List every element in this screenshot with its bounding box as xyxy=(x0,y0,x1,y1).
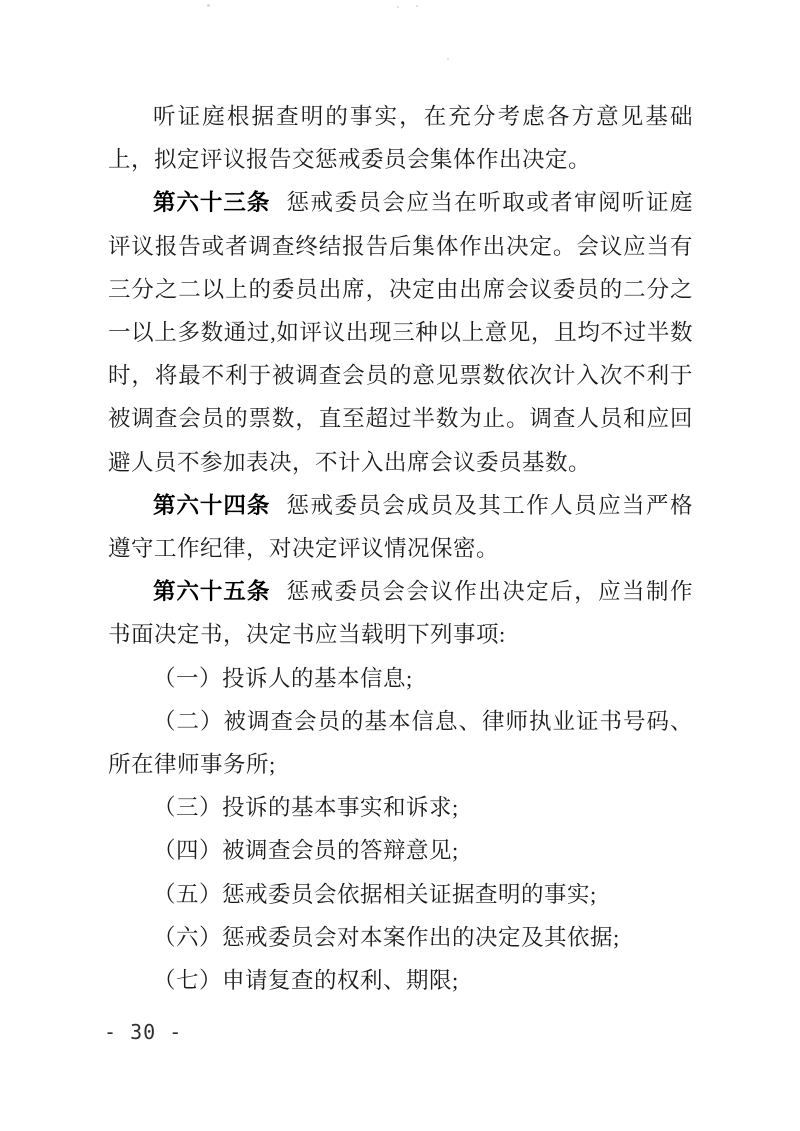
article-paragraph-64 xyxy=(108,484,693,570)
list-item-4: （四）被调查会员的答辩意见; xyxy=(153,838,459,864)
article-65-body: 惩戒委员会会议作出决定后，应当制作书面决定书，决定书应当载明下列事项: xyxy=(108,579,693,648)
list-item-3: （三）投诉的基本事实和诉求; xyxy=(153,795,459,821)
page-number: - 30 - xyxy=(104,1020,183,1044)
list-item-6: （六）惩戒委员会对本案作出的决定及其依据; xyxy=(153,924,620,950)
scan-speckle xyxy=(416,5,418,7)
article-paragraph-65 xyxy=(108,570,693,656)
article-63-body: 惩戒委员会应当在听取或者审阅听证庭评议报告或者调查终结报告后集体作出决定。会议应当有三分之二以上的委员出席，决定由出席会议委员的二分之一以上多数通过,如评议出现三种以上意见，且均不过半数时，将最不利于被调查会员的意见票数依次计入次不利于被调查会员的票数，直至超过半数为止。调查人员和应回避人员不参加表决，不计入出席会议委员基数。 xyxy=(108,190,693,475)
article-65-heading: 第六十五条 xyxy=(153,579,271,605)
article-64-heading: 第六十四条 xyxy=(153,492,271,518)
scan-speckle xyxy=(397,6,399,8)
article-paragraph-63 xyxy=(108,181,693,483)
article-64-body: 惩戒委员会成员及其工作人员应当严格遵守工作纪律，对决定评议情况保密。 xyxy=(108,492,693,562)
scan-speckle xyxy=(447,58,449,60)
article-63-heading: 第六十三条 xyxy=(153,190,271,216)
scan-speckle xyxy=(207,4,210,7)
list-item-1: （一）投诉人的基本信息; xyxy=(153,665,413,691)
list-item-7: （七）申请复查的权利、期限; xyxy=(153,968,459,994)
paragraph-intro: 听证庭根据查明的事实，在充分考虑各方意见基础上，拟定评议报告交惩戒委员会集体作出决定。 xyxy=(108,104,693,173)
document-body xyxy=(108,95,693,1002)
list-item-2: （二）被调查会员的基本信息、律师执业证书号码、所在律师事务所; xyxy=(108,708,693,778)
list-item-5: （五）惩戒委员会依据相关证据查明的事实; xyxy=(153,881,597,907)
